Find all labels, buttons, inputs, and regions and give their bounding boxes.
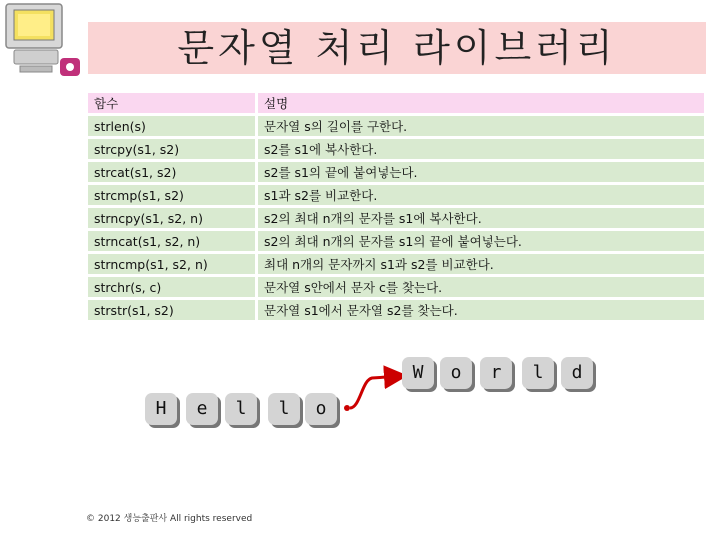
description-cell: s2의 최대 n개의 문자를 s1의 끝에 붙여넣는다.: [258, 231, 704, 251]
description-cell: s2를 s1의 끝에 붙여넣는다.: [258, 162, 704, 182]
function-cell: strncpy(s1, s2, n): [88, 208, 258, 228]
function-cell: strlen(s): [88, 116, 258, 136]
function-cell: strcpy(s1, s2): [88, 139, 258, 159]
description-cell: 문자열 s안에서 문자 c를 찾는다.: [258, 277, 704, 297]
arrow-path: [350, 376, 402, 408]
char-tile: r: [480, 357, 512, 389]
char-tile: H: [145, 393, 177, 425]
char-tile: l: [522, 357, 554, 389]
copyright-text: © 2012 생능출판사 All rights reserved: [86, 514, 253, 524]
char-tile: o: [305, 393, 337, 425]
function-cell: 함수: [88, 93, 258, 113]
slide-title: 문자열 처리 라이브러리: [177, 26, 617, 70]
function-cell: strcmp(s1, s2): [88, 185, 258, 205]
description-cell: s2의 최대 n개의 문자를 s1에 복사한다.: [258, 208, 704, 228]
function-cell: strncmp(s1, s2, n): [88, 254, 258, 274]
function-cell: strncat(s1, s2, n): [88, 231, 258, 251]
char-tile: W: [402, 357, 434, 389]
function-cell: strstr(s1, s2): [88, 300, 258, 320]
description-cell: s2를 s1에 복사한다.: [258, 139, 704, 159]
function-cell: strcat(s1, s2): [88, 162, 258, 182]
function-cell: strchr(s, c): [88, 277, 258, 297]
description-cell: 최대 n개의 문자까지 s1과 s2를 비교한다.: [258, 254, 704, 274]
char-tile: e: [186, 393, 218, 425]
char-tile: l: [268, 393, 300, 425]
description-cell: s1과 s2를 비교한다.: [258, 185, 704, 205]
description-cell: 문자열 s1에서 문자열 s2를 찾는다.: [258, 300, 704, 320]
char-tile: l: [225, 393, 257, 425]
arrow-start-dot: [344, 405, 350, 411]
char-tile: d: [561, 357, 593, 389]
char-tile: o: [440, 357, 472, 389]
description-cell: 설명: [258, 93, 704, 113]
description-cell: 문자열 s의 길이를 구한다.: [258, 116, 704, 136]
